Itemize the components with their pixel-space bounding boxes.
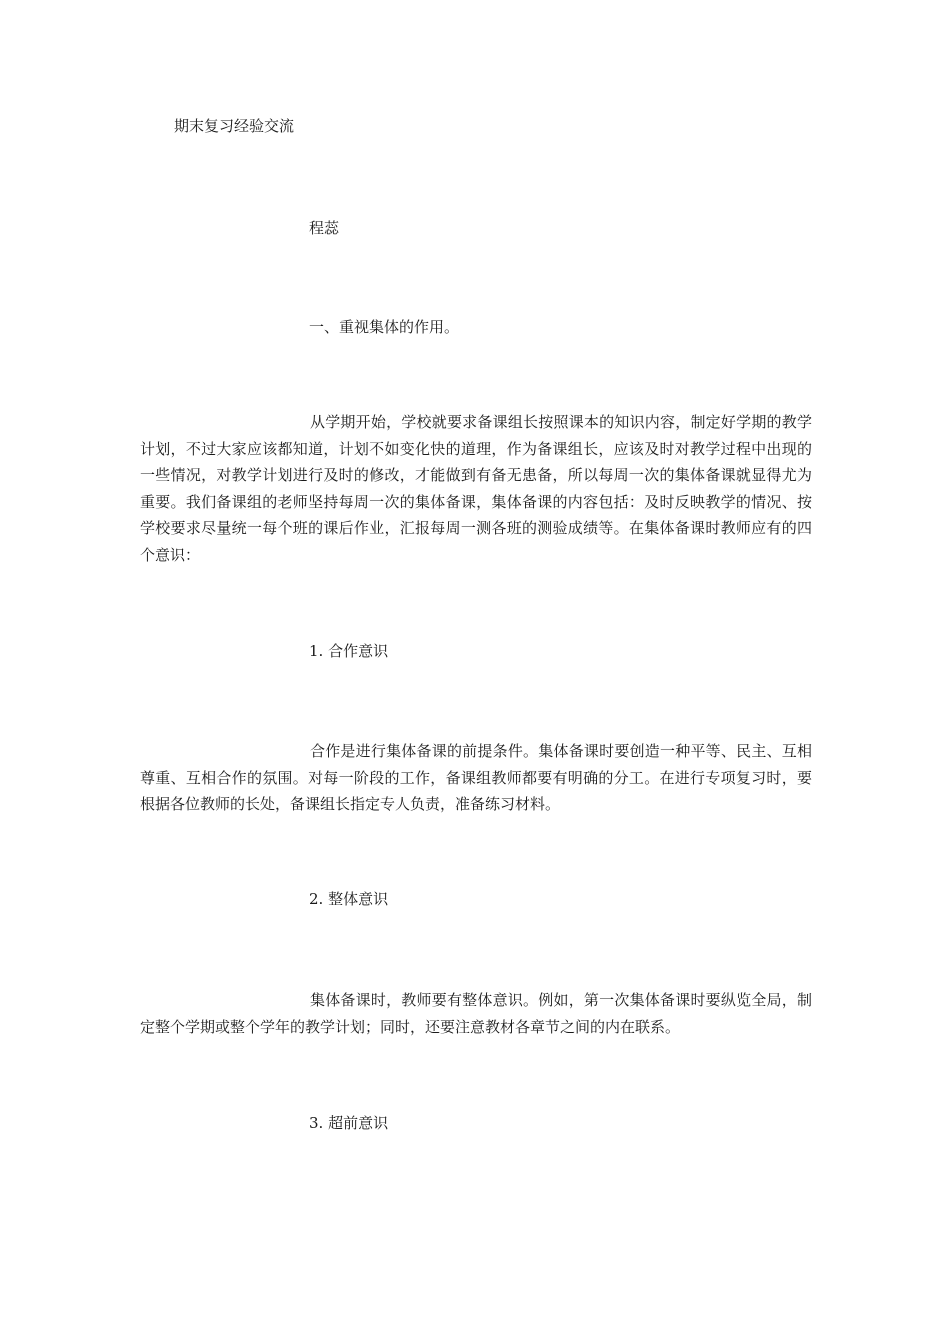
item-heading-overall: 2. 整体意识 <box>309 890 389 908</box>
item-heading-cooperation: 1. 合作意识 <box>309 642 389 660</box>
item-body-cooperation: 合作是进行集体备课的前提条件。集体备课时要创造一种平等、民主、互相尊重、互相合作的氛围。对每一阶段的工作，备课组教师都要有明确的分工。在进行专项复习时，要根据各位教师的长处，备课组长指定专人负责，准备练习材料。 <box>140 742 812 813</box>
item-body-overall: 集体备课时，教师要有整体意识。例如，第一次集体备课时要纵览全局，制定整个学期或整个学年的教学计划；同时，还要注意教材各章节之间的内在联系。 <box>140 991 812 1036</box>
document-title: 期末复习经验交流 <box>174 117 295 135</box>
section-intro-paragraph: 从学期开始，学校就要求备课组长按照课本的知识内容，制定好学期的教学计划，不过大家应该都知道，计划不如变化快的道理，作为备课组长，应该及时对教学过程中出现的一些情况，对教学计划进行及时的修改，才能做到有备无患备，所以每周一次的集体备课就显得尤为重要。我们备课组的老师坚持每周一次的集体备课，集体备课的内容包括：及时反映教学的情况、按学校要求尽量统一每个班的课后作业，汇报每周一测各班的测验成绩等。在集体备课时教师应有的四个意识： <box>140 413 812 564</box>
item-heading-advance: 3. 超前意识 <box>309 1114 389 1132</box>
section-heading: 一、重视集体的作用。 <box>309 318 460 336</box>
document-author: 程蕊 <box>309 219 340 237</box>
